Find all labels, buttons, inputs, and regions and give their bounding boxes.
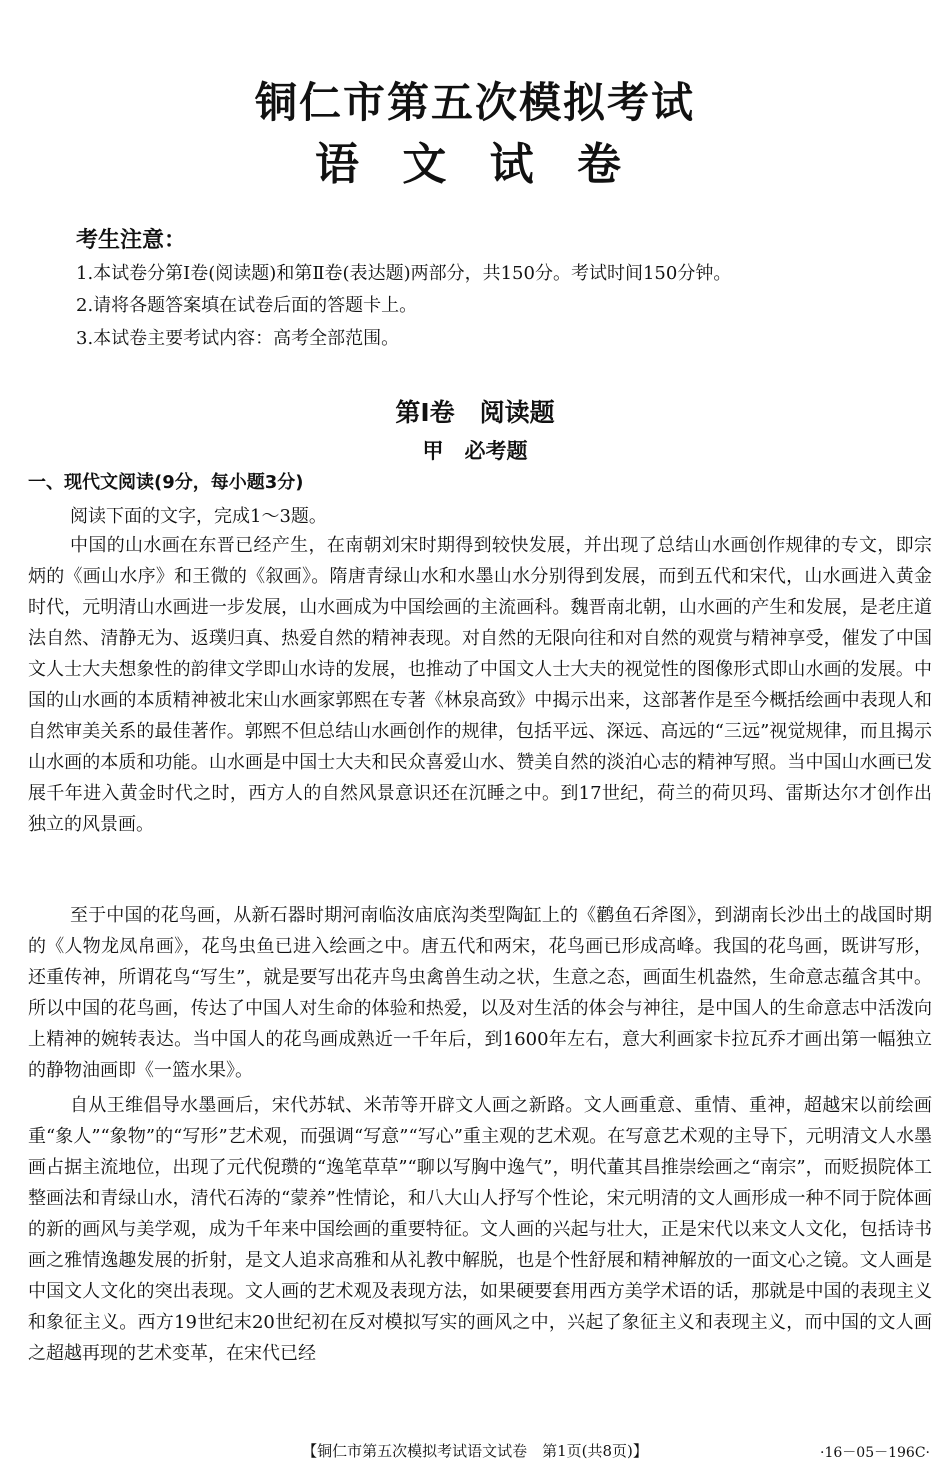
notice-item: 3.本试卷主要考试内容：高考全部范围。 — [76, 328, 400, 349]
section-intro: 阅读下面的文字，完成1～3题。 — [70, 506, 327, 527]
part-title: 甲 必考题 — [422, 439, 528, 463]
section-heading: 一、现代文阅读(9分，每小题3分) — [28, 472, 304, 493]
notice-heading: 考生注意： — [76, 228, 187, 253]
page-footer: 【铜仁市第五次模拟考试语文试卷 第1页(共8页)】 — [302, 1442, 648, 1460]
notice-item: 1.本试卷分第Ⅰ卷(阅读题)和第Ⅱ卷(表达题)两部分，共150分。考试时间150分钟。 — [76, 263, 732, 284]
passage-paragraph: 至于中国的花鸟画，从新石器时期河南临汝庙底沟类型陶缸上的《鹳鱼石斧图》，到湖南长沙出土的战国时期的《人物龙凤帛画》，花鸟虫鱼已进入绘画之中。唐五代和两宋，花鸟画已形成高峰。我国的花鸟画，既讲写形，还重传神，所谓花鸟“写生”，就是要写出花卉鸟虫禽兽生动之状，生意之态，画面生机盎然，生命意志蕴含其中。所以中国的花鸟画，传达了中国人对生命的体验和热爱，以及对生活的体会与神往，是中国人的生命意志中活泼向上精神的婉转表达。当中国人的花鸟画成熟近一千年后，到1600年左右，意大利画家卡拉瓦乔才画出第一幅独立的静物油画即《一篮水果》。 — [28, 905, 932, 1081]
paper-code: ·16－05－196C· — [820, 1445, 930, 1461]
passage-paragraph: 中国的山水画在东晋已经产生，在南朝刘宋时期得到较快发展，并出现了总结山水画创作规律的专文，即宗炳的《画山水序》和王微的《叙画》。隋唐青绿山水和水墨山水分别得到发展，而到五代和宋代，山水画进入黄金时代，元明清山水画进一步发展，山水画成为中国绘画的主流画科。魏晋南北朝，山水画的产生和发展，是老庄道法自然、清静无为、返璞归真、热爱自然的精神表现。对自然的无限向往和对自然的观赏与精神享受，催发了中国文人士大夫想象性的韵律文学即山水诗的发展，也推动了中国文人士大夫的视觉性的图像形式即山水画的发展。中国的山水画的本质精神被北宋山水画家郭熙在专著《林泉高致》中揭示出来，这部著作是至今概括绘画中表现人和自然审美关系的最佳著作。郭熙不但总结山水画创作的规律，包括平远、深远、高远的“三远”视觉规律，而且揭示山水画的本质和功能。山水画是中国士大夫和民众喜爱山水、赞美自然的淡泊心志的精神写照。当中国山水画已发展千年进入黄金时代之时，西方人的自然风景意识还在沉睡之中。到17世纪，荷兰的荷贝玛、雷斯达尔才创作出独立的风景画。 — [28, 535, 932, 835]
exam-subtitle: 语 文 试 卷 — [315, 139, 635, 190]
passage-paragraph: 自从王维倡导水墨画后，宋代苏轼、米芾等开辟文人画之新路。文人画重意、重情、重神，超越宋以前绘画重“象人”“象物”的“写形”艺术观，而强调“写意”“写心”重主观的艺术观。在写意艺术观的主导下，元明清文人水墨画占据主流地位，出现了元代倪瓒的“逸笔草草”“聊以写胸中逸气”，明代董其昌推崇绘画之“南宗”，而贬损院体工整画法和青绿山水，清代石涛的“蒙养”性情论，和八大山人抒写个性论，宋元明清的文人画形成一种不同于院体画的新的画风与美学观，成为千年来中国绘画的重要特征。文人画的兴起与壮大，正是宋代以来文人文化，包括诗书画之雅情逸趣发展的折射，是文人追求高雅和从礼教中解脱，也是个性舒展和精神解放的一面文心之镜。文人画是中国文人文化的突出表现。文人画的艺术观及表现方法，如果硬要套用西方美学术语的话，那就是中国的表现主义和象征主义。西方19世纪末20世纪初在反对模拟写实的画风之中，兴起了象征主义和表现主义，而中国的文人画之超越再现的艺术变革，在宋代已经 — [28, 1095, 932, 1364]
notice-item: 2.请将各题答案填在试卷后面的答题卡上。 — [76, 295, 418, 316]
exam-title: 铜仁市第五次模拟考试 — [254, 78, 695, 127]
volume-title: 第Ⅰ卷 阅读题 — [395, 398, 555, 427]
